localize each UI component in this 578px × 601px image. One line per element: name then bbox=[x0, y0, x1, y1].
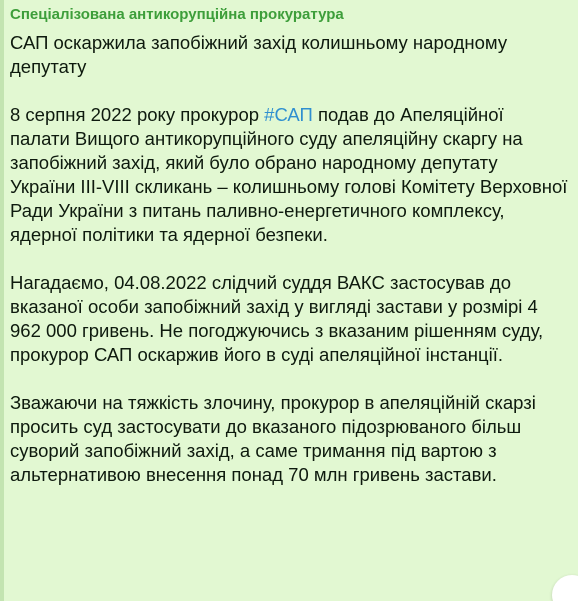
paragraph-1-text-start: 8 серпня 2022 року прокурор bbox=[10, 104, 265, 125]
message-paragraph-3: Зважаючи на тяжкість злочину, прокурор в апеляційній скарзі просить суд застосувати до вказаного підозрюваного більш суворий запобіжний захід, а саме тримання під вартою з альтернативою внесення понад 70 млн гривень застави. bbox=[10, 392, 536, 485]
paragraph-1-text-end: подав до Апеляційної палати Вищого антикорупційного суду апеляційну скаргу на запобіжний захід, який було обрано народному депутату України ІІІ-VIII скликань – колишньому голові Комітету Верховної Ради України з питань паливно-енергетичного комплексу, ядерної політики та ядерної безпеки. bbox=[10, 104, 568, 245]
message-headline: САП оскаржила запобіжний захід колишньому народному депутату bbox=[10, 32, 508, 77]
message-paragraph-1 bbox=[10, 103, 568, 247]
scroll-down-button[interactable] bbox=[552, 575, 578, 601]
hashtag-link[interactable]: #САП bbox=[264, 104, 313, 125]
channel-name[interactable]: Спеціалізована антикорупційна прокуратура bbox=[10, 6, 344, 23]
message-paragraph-2: Нагадаємо, 04.08.2022 слідчий суддя ВАКС застосував до вказаної особи запобіжний захід у вигляді застави у розмірі 4 962 000 гривень. Не погоджуючись з вказаним рішенням суду, прокурор САП оскаржив його в суді апеляційної інстанції. bbox=[10, 272, 544, 365]
